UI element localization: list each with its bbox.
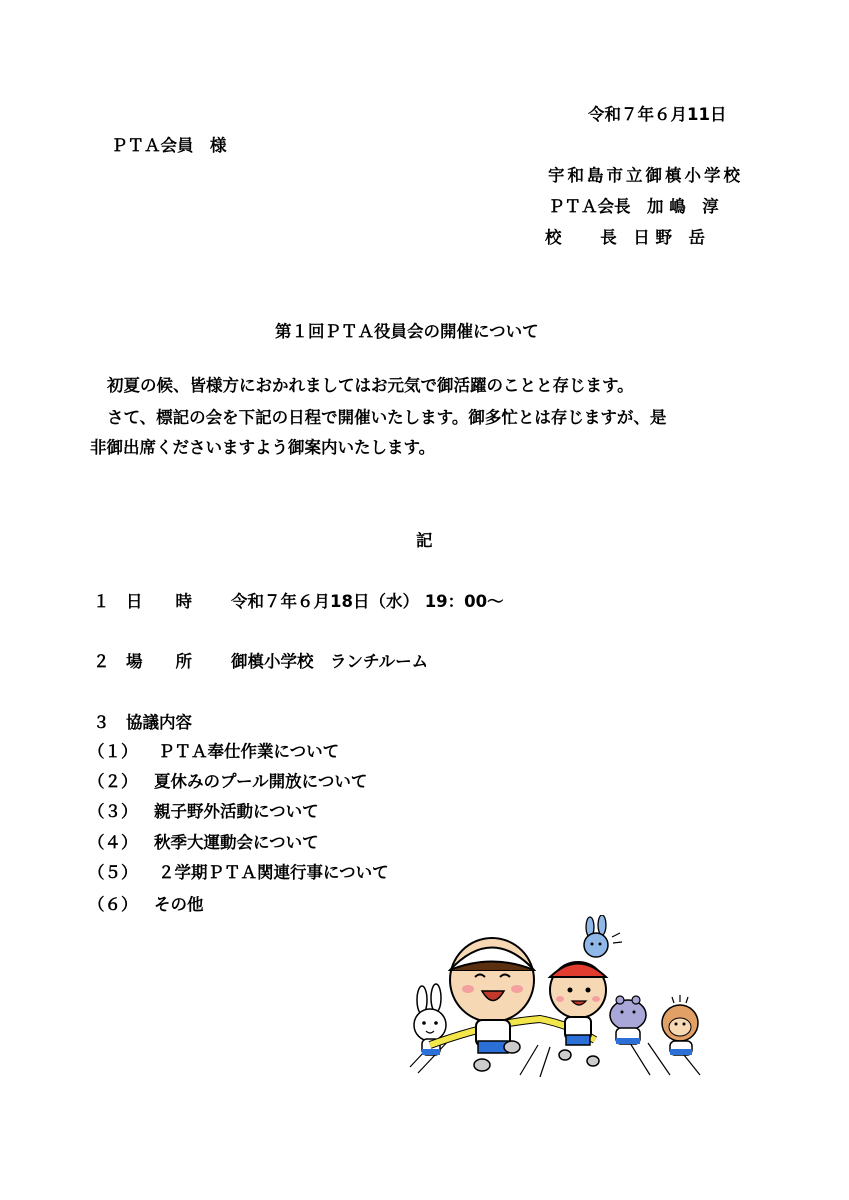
agenda-text: ２学期ＰＴＡ関連行事について: [158, 863, 389, 882]
date: 令和７年６月11日: [588, 105, 727, 124]
agenda-item: [88, 742, 339, 762]
pta-president: ＰＴＡ会長 加 嶋 淳: [548, 197, 719, 216]
agenda-item: [88, 863, 389, 883]
agenda-text: 夏休みのプール開放について: [154, 772, 368, 791]
agenda-item: [88, 895, 204, 915]
agenda-text: その他: [154, 895, 204, 914]
monkey-mascot-icon: [662, 995, 698, 1055]
track-lines: [410, 1035, 700, 1077]
boy-red-cap-icon: [550, 962, 606, 1066]
blue-rabbit-mascot-icon: [584, 915, 622, 957]
item-2-value: 御槙小学校 ランチルーム: [231, 652, 429, 671]
body-paragraph-1: 初夏の候、皆様方におかれましてはお元気で御活躍のことと存じます。: [107, 376, 634, 395]
agenda-text: 親子野外活動について: [154, 802, 319, 821]
item-1-value: 令和７年６月18日（水） 19：00～: [231, 592, 504, 611]
boy-white-cap-icon: [450, 938, 534, 1071]
agenda-number: （６）: [88, 895, 138, 914]
body-paragraph-2-line-1: さて、標記の会を下記の日程で開催いたします。御多忙とは存じますが、是: [107, 408, 667, 427]
recipient: ＰＴＡ会員 様: [111, 136, 227, 155]
hippo-mascot-icon: [610, 996, 646, 1044]
running-children-illustration: [400, 915, 720, 1085]
document-title: 第１回ＰＴＡ役員会の開催について: [275, 322, 539, 341]
school-name: 宇和島市立御槙小学校: [548, 166, 743, 185]
ki-heading: 記: [416, 531, 433, 550]
principal: 校 長 日 野 岳: [545, 228, 705, 247]
agenda-number: （４）: [88, 833, 138, 852]
item-2-label: ２ 場 所: [93, 652, 192, 671]
agenda-number: （３）: [88, 802, 138, 821]
item-3-label: ３ 協議内容: [93, 713, 192, 732]
agenda-text: ＰＴＡ奉仕作業について: [158, 742, 340, 761]
agenda-item: [88, 772, 367, 792]
agenda-item: [88, 833, 319, 853]
agenda-number: （１）: [88, 742, 138, 761]
agenda-item: [88, 802, 319, 822]
item-1-label: １ 日 時: [93, 592, 192, 611]
agenda-number: （５）: [88, 863, 138, 882]
agenda-number: （２）: [88, 772, 138, 791]
body-paragraph-2-line-2: 非御出席くださいますよう御案内いたします。: [90, 438, 436, 457]
agenda-text: 秋季大運動会について: [154, 833, 319, 852]
